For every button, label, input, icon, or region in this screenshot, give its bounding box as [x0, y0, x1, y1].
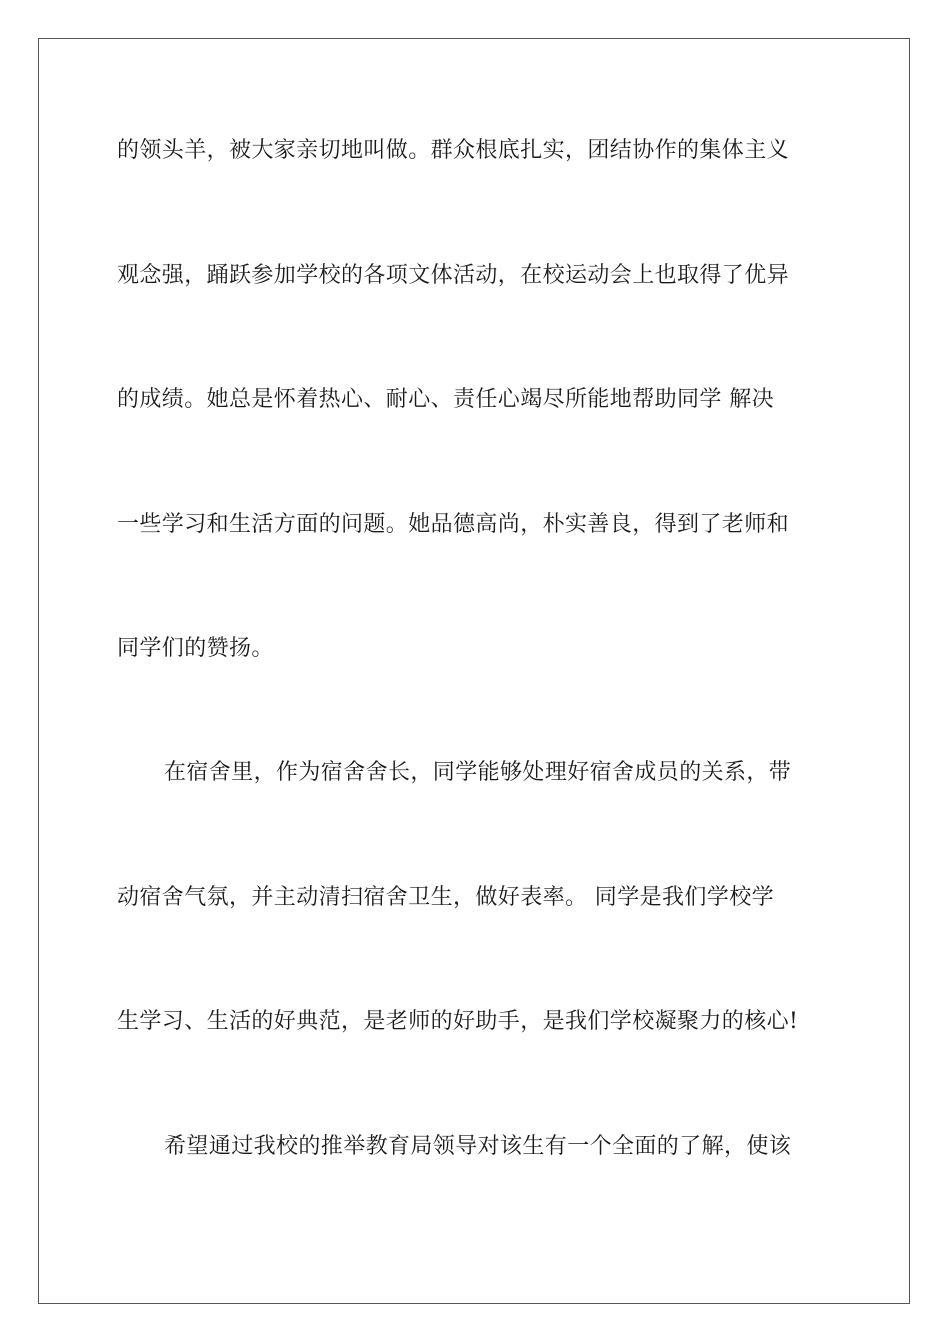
- body-text-line: 观念强，踊跃参加学校的各项文体活动，在校运动会上也取得了优异: [117, 263, 790, 288]
- body-text-line: 一些学习和生活方面的问题。她品德高尚，朴实善良，得到了老师和: [117, 512, 790, 537]
- body-text-line: 生学习、生活的好典范，是老师的好助手，是我们学校凝聚力的核心!: [117, 1009, 799, 1034]
- page-border: [38, 38, 910, 1304]
- body-text-line: 动宿舍气氛，并主动清扫宿舍卫生，做好表率。 同学是我们学校学: [117, 885, 774, 910]
- paragraph-start-line: 希望通过我校的推举教育局领导对该生有一个全面的了解，使该: [164, 1134, 792, 1159]
- body-text-line: 的领头羊，被大家亲切地叫做。群众根底扎实，团结协作的集体主义: [117, 138, 790, 163]
- body-text-line: 同学们的赞扬。: [117, 636, 274, 661]
- paragraph-start-line: 在宿舍里，作为宿舍舍长，同学能够处理好宿舍成员的关系，带: [164, 760, 792, 785]
- body-text-line: 的成绩。她总是怀着热心、耐心、责任心竭尽所能地帮助同学 解决: [117, 387, 774, 412]
